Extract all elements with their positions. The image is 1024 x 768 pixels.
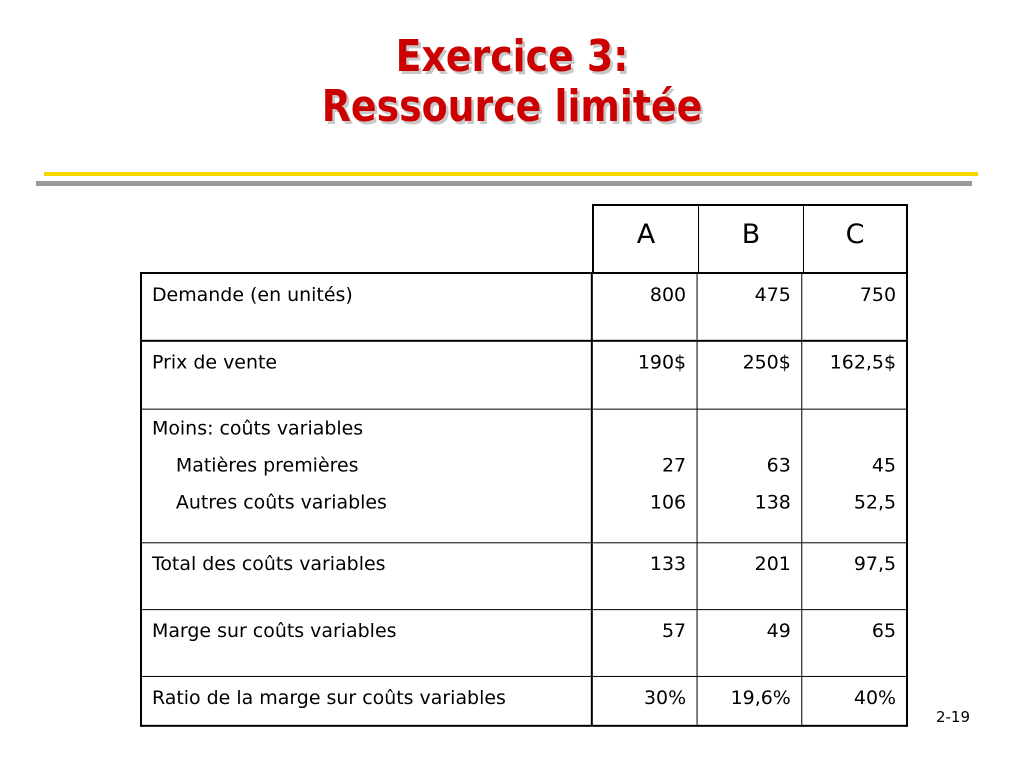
- title-divider-gray: [36, 181, 972, 186]
- table-row: [141, 609, 907, 676]
- cell-value: 57: [592, 609, 697, 676]
- cell-value: 63: [766, 454, 791, 476]
- cell-value: 138: [754, 490, 791, 513]
- cell-value: 475: [697, 273, 802, 341]
- row-sublabel: Autres coûts variables: [175, 490, 387, 513]
- row-label: Moins: coûts variables: [151, 417, 364, 440]
- slide-title-line-1: Exercice 3:: [395, 31, 629, 82]
- cell-value: 750: [801, 273, 907, 341]
- table-row: [141, 676, 907, 726]
- cell-value: 65: [801, 609, 907, 676]
- cell-spacer: [812, 419, 896, 456]
- cell-value: 27: [661, 454, 687, 476]
- cell-value: 30%: [592, 676, 697, 726]
- row-sublabel: Matières premières: [175, 454, 359, 476]
- row-label: Total des coûts variables: [141, 542, 592, 609]
- cell-value: 19,6%: [697, 676, 802, 726]
- cell-value: 45: [871, 454, 897, 476]
- column-header-row: [592, 204, 908, 272]
- cell-value: 250$: [697, 341, 802, 409]
- cell-value-group: [697, 409, 802, 543]
- slide-title-line-2: Ressource limitée: [321, 81, 703, 132]
- table-row: [141, 542, 907, 609]
- row-label: Demande (en unités): [141, 273, 592, 341]
- data-table: [140, 272, 908, 727]
- cell-value-group: [592, 409, 697, 543]
- cell-spacer: [707, 419, 791, 456]
- row-label-group: [141, 409, 592, 543]
- cell-value: 190$: [592, 341, 697, 409]
- row-label: Prix de vente: [141, 341, 592, 409]
- cell-value: 106: [649, 490, 687, 513]
- cell-value: 133: [592, 542, 697, 609]
- cell-value: 49: [697, 609, 802, 676]
- column-header-a: A: [636, 219, 656, 250]
- title-divider-yellow: [44, 172, 978, 176]
- cell-value: 201: [697, 542, 802, 609]
- slide-title: [72, 32, 953, 132]
- cell-value: 162,5$: [801, 341, 907, 409]
- cell-value-group: [801, 409, 907, 543]
- cell-value: 97,5: [801, 542, 907, 609]
- cell-value: 800: [592, 273, 697, 341]
- column-header-b: B: [741, 219, 761, 250]
- table-row: [141, 409, 907, 543]
- cell-spacer: [603, 419, 686, 456]
- cell-value: 52,5: [853, 490, 897, 513]
- row-label: Marge sur coûts variables: [141, 609, 592, 676]
- page-number: 2-19: [935, 708, 970, 726]
- table-row: [141, 273, 907, 341]
- row-label: Ratio de la marge sur coûts variables: [141, 676, 592, 726]
- cell-value: 40%: [801, 676, 907, 726]
- column-header-c: C: [845, 219, 865, 250]
- table-row: [141, 341, 907, 409]
